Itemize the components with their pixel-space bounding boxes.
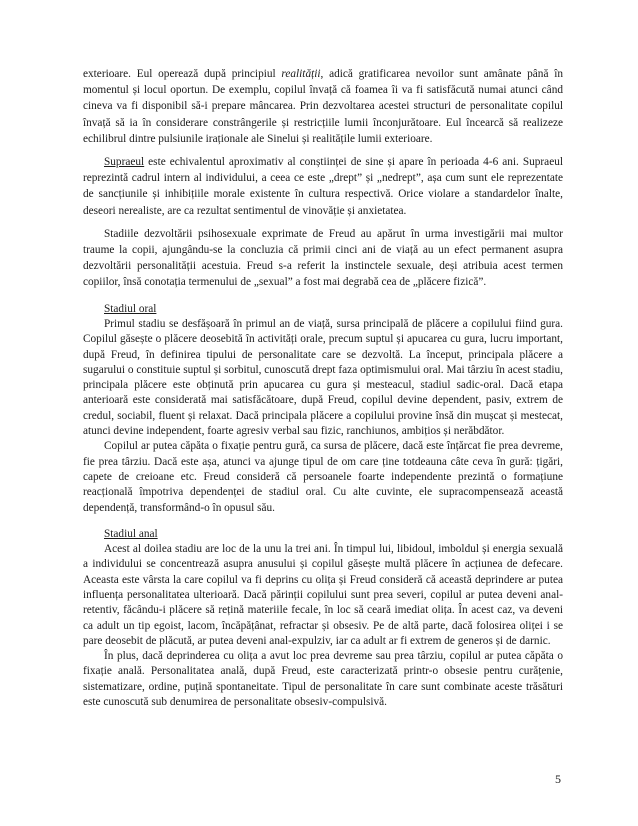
paragraph-oral-1: Primul stadiu se desfășoară în primul an de viață, sursa principală de plăcere a copilului fiind gura. Copilul găsește o plăcere deosebită în activități orale, precum suptul și apucarea cu gura, lucru important, după Freud, în definirea tipului de personalitate care se dezvoltă. La început, principala plăcere a sugarului o constituie suptul și sorbitul, cunoscută drept faza optimismului oral. Mai târziu în acest stadiu, principala plăcere este obținută prin apucarea cu gura și mesteacul, stadiul sadic-oral. Dacă etapa anterioară este considerată mai satisfăcătoare, după Freud, copilul devine dependent, pasiv, extrem de credul, sociabil, fluent și relaxat. Dacă principala plăcere a copilului provine însă din mușcat și mestecat, atunci devine independent, foarte agresiv verbal sau fizic, ranchiunos, ambițios și nerăbdător. xyxy=(83,317,563,438)
paragraph-anal-1: Acest al doilea stadiu are loc de la unu la trei ani. În timpul lui, libidoul, imboldul și energia sexuală a individului se concentrează asupra anusului și copilul găsește multă plăcere în acțiunea de defecare. Aceasta este vârsta la care copilul va fi deprins cu olița și Freud consideră că această deprindere ar putea influența personalitatea ulterioară. Dacă părinții copilului sunt prea severi, copilul ar putea deveni anal-retentiv, făcându-i plăcere să rețină materiile fecale, în loc să ceară imediat olița. În acest caz, va deveni ca adult un tip egoist, lacom, încăpățânat, refractar și obsesiv. Pe de altă parte, dacă folosirea oliței i se pare deosebit de plăcută, ar putea deveni anal-expulziv, iar ca adult ar fi extrem de generos și de darnic. xyxy=(83,543,563,647)
paragraph-text: , adică gratificarea nevoilor sunt amânate până în momentul și locul oportun. De exemplu, copilul învață că foamea îi va fi satisfăcută numai atunci când cineva va fi disponibil să-i prepare mâncarea. Prin dezvoltarea acestei structuri de personalitate copilul învață să ia în considerare constrângerile și restricțiile lumii înconjurătoare. Eul încearcă să realizeze echilibrul dintre pulsiunile iraționale ale Sinelui și realitățile lumii exterioare. xyxy=(83,68,563,145)
paragraph-oral-2: Copilul ar putea căpăta o fixație pentru gură, ca sursa de plăcere, dacă este înțărcat fie prea devreme, fie prea târziu. Dacă este așa, atunci va ajunge tipul de om care ține totdeauna câte ceva în gură: țigări, capete de creioane etc. Freud consideră că persoanele foarte independente prezintă o formațiune reacțională împotriva dependenței de stadiul oral. Cu alte cuvinte, ele supracompensează această dependență, transformând-o în opusul său. xyxy=(83,440,563,514)
emphasized-term: realității xyxy=(281,68,321,80)
section-heading-anal: Stadiul anal xyxy=(104,527,158,540)
paragraph-text: este echivalentul aproximativ al conștiinței de sine și apare în perioada 4-6 ani. Supraeul reprezintă cadrul intern al individului, a ceea ce este „drept” și „nedrept”, așa cum sunt ele reprezentate de sancțiunile și inhibițiile morale existente în cultura respectivă. Orice violare a standardelor înalte, deseori nerealiste, are ca rezultat sentimentul de vinovăție și anxietatea. xyxy=(83,156,563,217)
paragraph-text: exterioare. Eul operează după principiul xyxy=(83,68,282,80)
page-body xyxy=(83,66,563,710)
paragraph-ego-reality xyxy=(83,66,563,147)
underlined-term: Supraeul xyxy=(104,156,145,169)
section-anal-stage xyxy=(83,527,563,711)
paragraph-psychosexual-stages: Stadiile dezvoltării psihosexuale exprimate de Freud au apărut în urma investigării mai multor traume la copii, ajungându-se la concluzia că primii cinci ani de viață au un efect permanent asupra dezvoltării personalității acestuia. Freud s-a referit la instinctele sexuale, deși atribuia acest termen copiilor, însă conotația termenului de „sexual” a fost mai degrabă cea de „plăcere fizică”. xyxy=(83,227,563,289)
page-number: 5 xyxy=(555,772,561,786)
paragraph-superego xyxy=(83,154,563,219)
paragraph-anal-2: În plus, dacă deprinderea cu olița a avut loc prea devreme sau prea târziu, copilul ar putea căpăta o fixație anală. Personalitatea anală, după Freud, este caracterizată printr-o obsesie pentru curățenie, sistematizare, ordine, puțină spontaneitate. Tipul de personalitate în care sunt combinate aceste trăsături este cunoscută sub denumirea de personalitate obsesiv-compulsivă. xyxy=(83,650,563,709)
section-oral-stage xyxy=(83,302,563,516)
section-heading-oral: Stadiul oral xyxy=(104,302,157,315)
